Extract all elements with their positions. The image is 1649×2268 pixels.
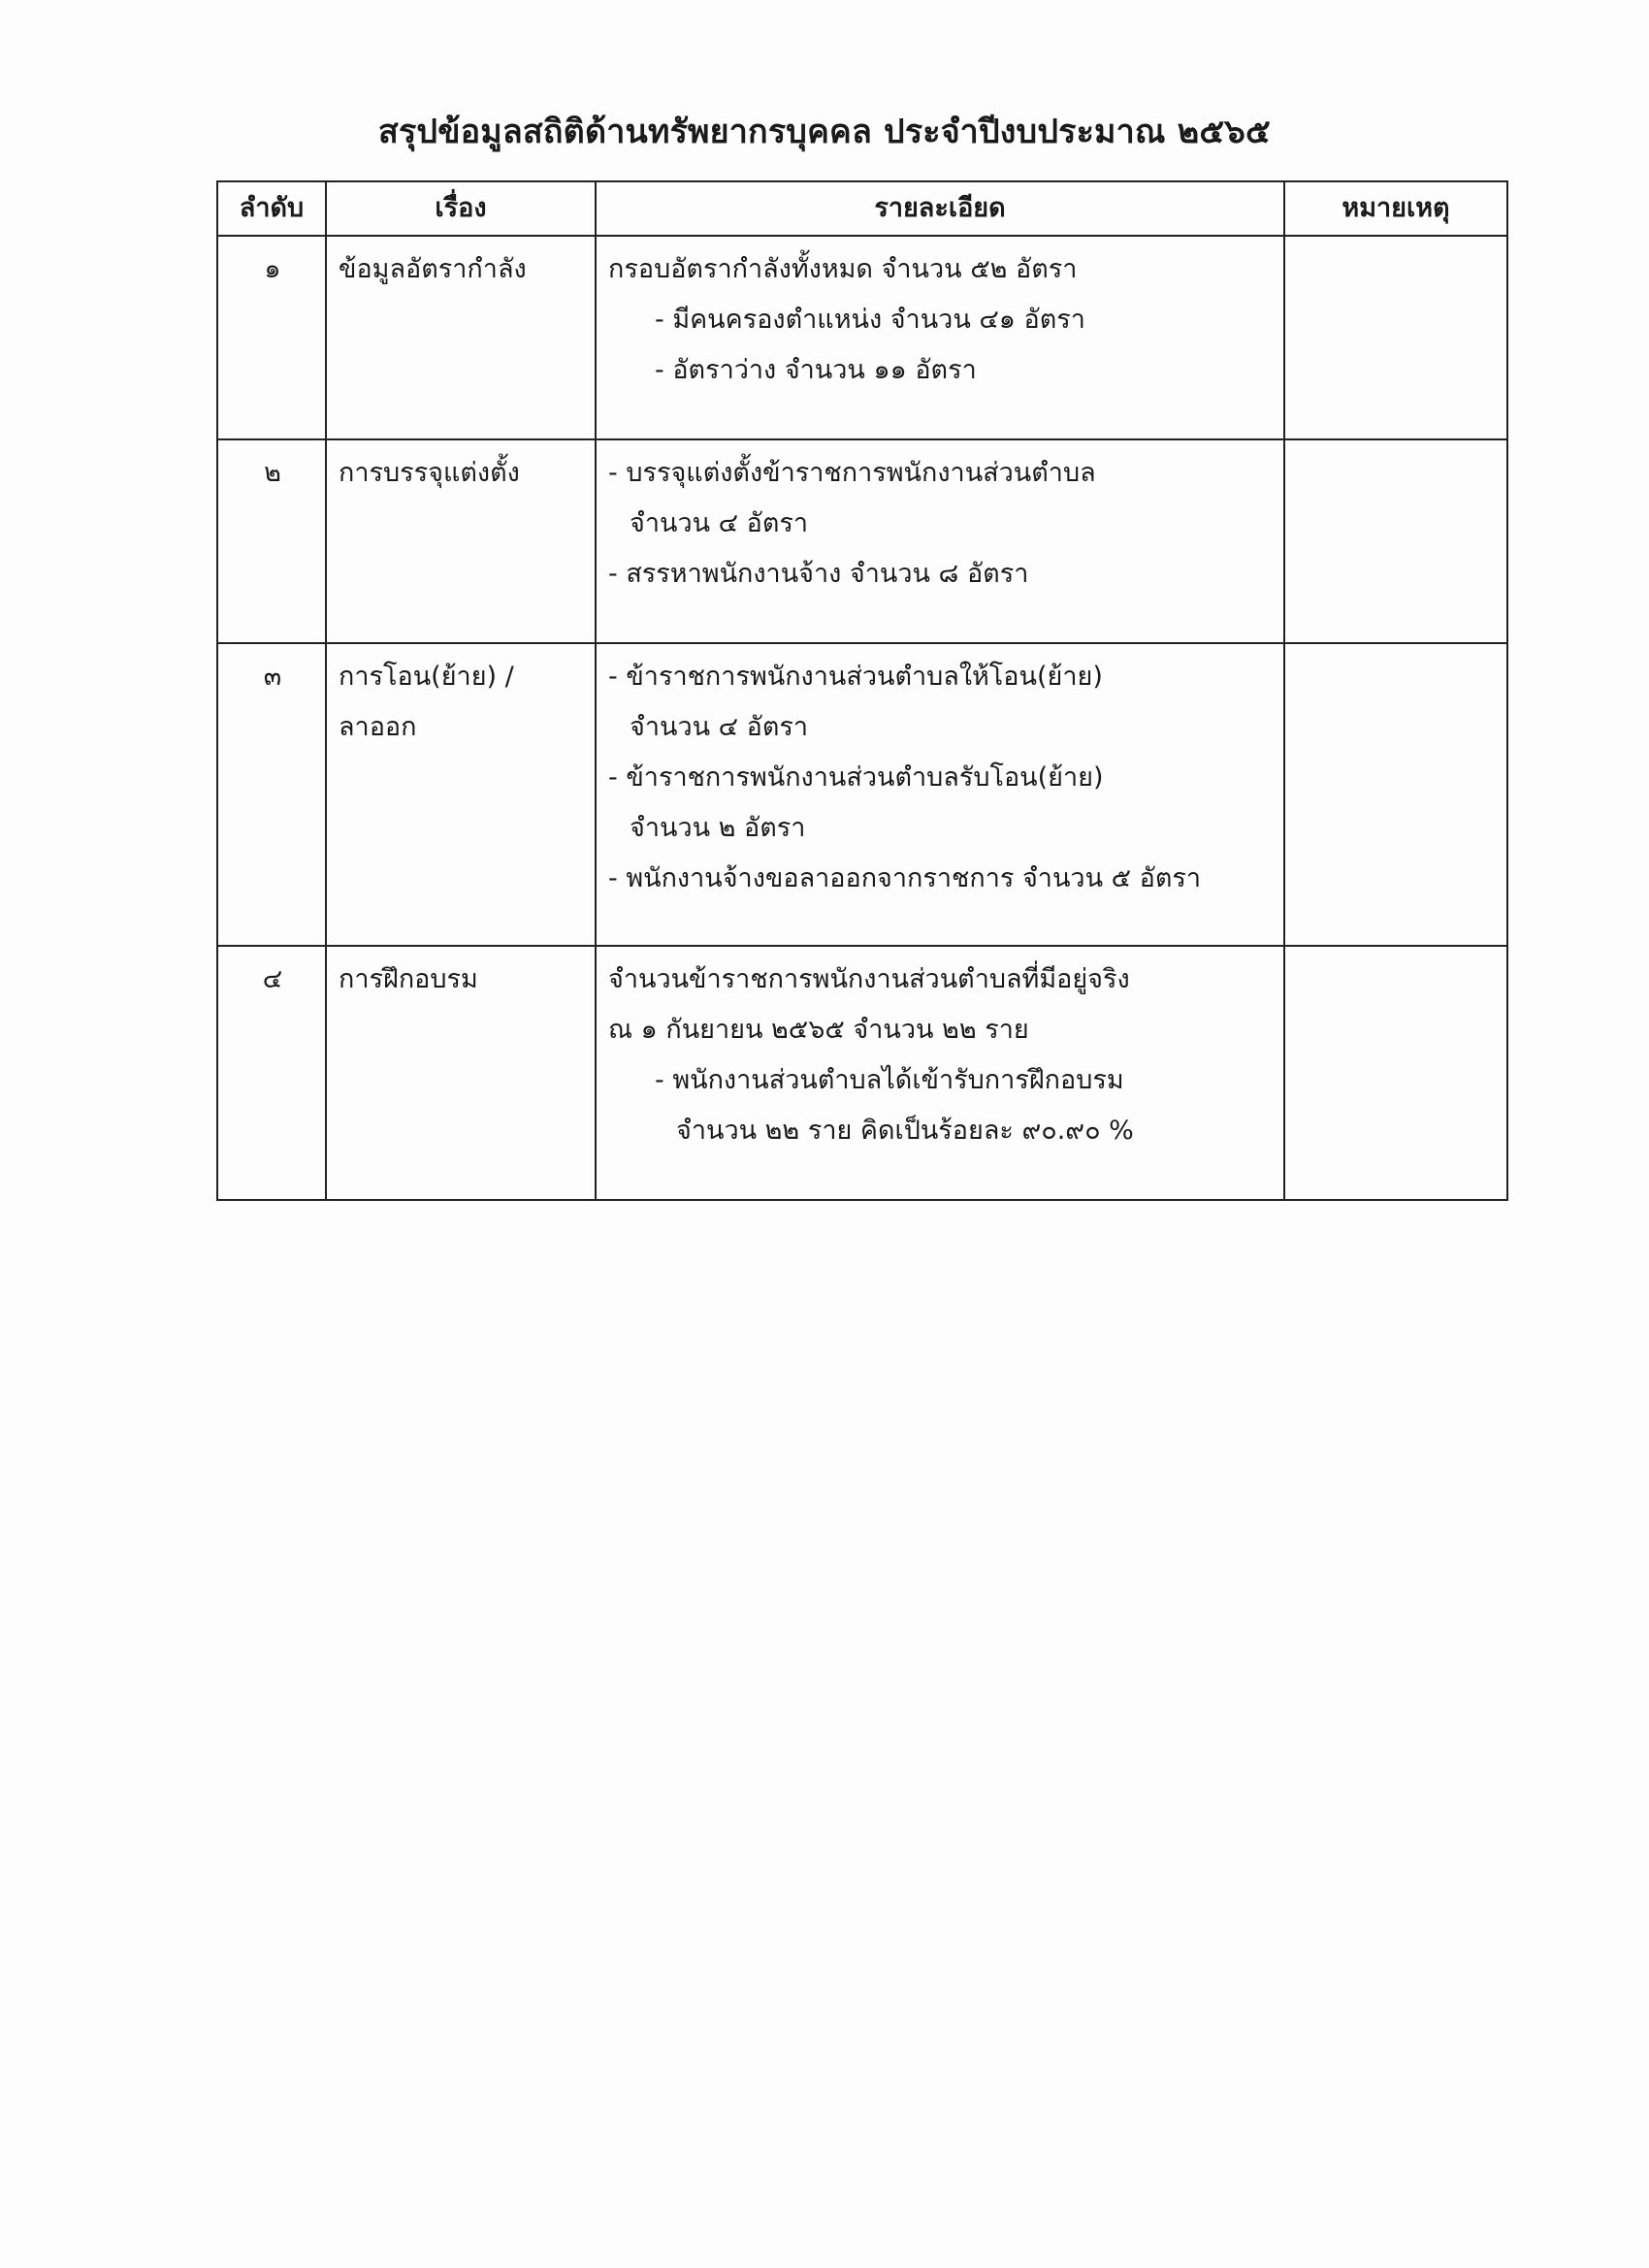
row-remarks: [1284, 946, 1507, 1200]
header-subject: เรื่อง: [326, 181, 596, 236]
row-subject: [326, 946, 596, 1200]
subject-line: การบรรจุแต่งตั้ง: [339, 458, 520, 488]
detail-line: - บรรจุแต่งตั้งข้าราชการพนักงานส่วนตำบล: [608, 458, 1096, 488]
detail-line: จำนวน ๒๒ ราย คิดเป็นร้อยละ ๙๐.๙๐ %: [676, 1116, 1134, 1146]
row-number: ๓: [217, 643, 326, 946]
row-details: [596, 946, 1284, 1200]
row-details: [596, 439, 1284, 643]
row-details: [596, 643, 1284, 946]
detail-line: จำนวน ๒ อัตรา: [630, 813, 806, 843]
row-subject: [326, 643, 596, 946]
subject-line: การฝึกอบรม: [339, 964, 478, 994]
detail-line: - ข้าราชการพนักงานส่วนตำบลให้โอน(ย้าย): [608, 662, 1103, 692]
table-row: [217, 236, 1507, 439]
detail-line: จำนวน ๔ อัตรา: [630, 508, 809, 538]
subject-line: ข้อมูลอัตรากำลัง: [339, 254, 527, 284]
detail-line: ณ ๑ กันยายน ๒๕๖๕ จำนวน ๒๒ ราย: [608, 1015, 1029, 1045]
detail-line: - ข้าราชการพนักงานส่วนตำบลรับโอน(ย้าย): [608, 762, 1104, 793]
detail-line: จำนวนข้าราชการพนักงานส่วนตำบลที่มีอยู่จริง: [608, 964, 1130, 994]
table-header-row: [217, 181, 1507, 236]
page-title: สรุปข้อมูลสถิติด้านทรัพยากรบุคคล ประจำปีงบประมาณ ๒๕๖๕: [378, 113, 1271, 151]
row-subject: [326, 439, 596, 643]
row-number: ๒: [217, 439, 326, 643]
row-subject: [326, 236, 596, 439]
header-details: รายละเอียด: [596, 181, 1284, 236]
row-remarks: [1284, 439, 1507, 643]
statistics-table: [216, 180, 1508, 1201]
detail-line: - พนักงานจ้างขอลาออกจากราชการ จำนวน ๕ อัตรา: [608, 863, 1202, 893]
detail-line: - อัตราว่าง จำนวน ๑๑ อัตรา: [655, 355, 977, 385]
row-details: [596, 236, 1284, 439]
table-row: [217, 439, 1507, 643]
subject-line: การโอน(ย้าย) /: [339, 662, 514, 692]
detail-line: - สรรหาพนักงานจ้าง จำนวน ๘ อัตรา: [608, 559, 1029, 589]
row-remarks: [1284, 236, 1507, 439]
row-number: ๔: [217, 946, 326, 1200]
row-remarks: [1284, 643, 1507, 946]
header-no: ลำดับ: [217, 181, 326, 236]
header-remarks: หมายเหตุ: [1284, 181, 1507, 236]
detail-line: - มีคนครองตำแหน่ง จำนวน ๔๑ อัตรา: [655, 305, 1085, 335]
detail-line: - พนักงานส่วนตำบลได้เข้ารับการฝึกอบรม: [655, 1065, 1124, 1095]
table-row: [217, 946, 1507, 1200]
row-number: ๑: [217, 236, 326, 439]
detail-line: จำนวน ๔ อัตรา: [630, 712, 809, 742]
subject-line: ลาออก: [339, 712, 417, 742]
detail-line: กรอบอัตรากำลังทั้งหมด จำนวน ๕๒ อัตรา: [608, 254, 1078, 284]
table-row: [217, 643, 1507, 946]
